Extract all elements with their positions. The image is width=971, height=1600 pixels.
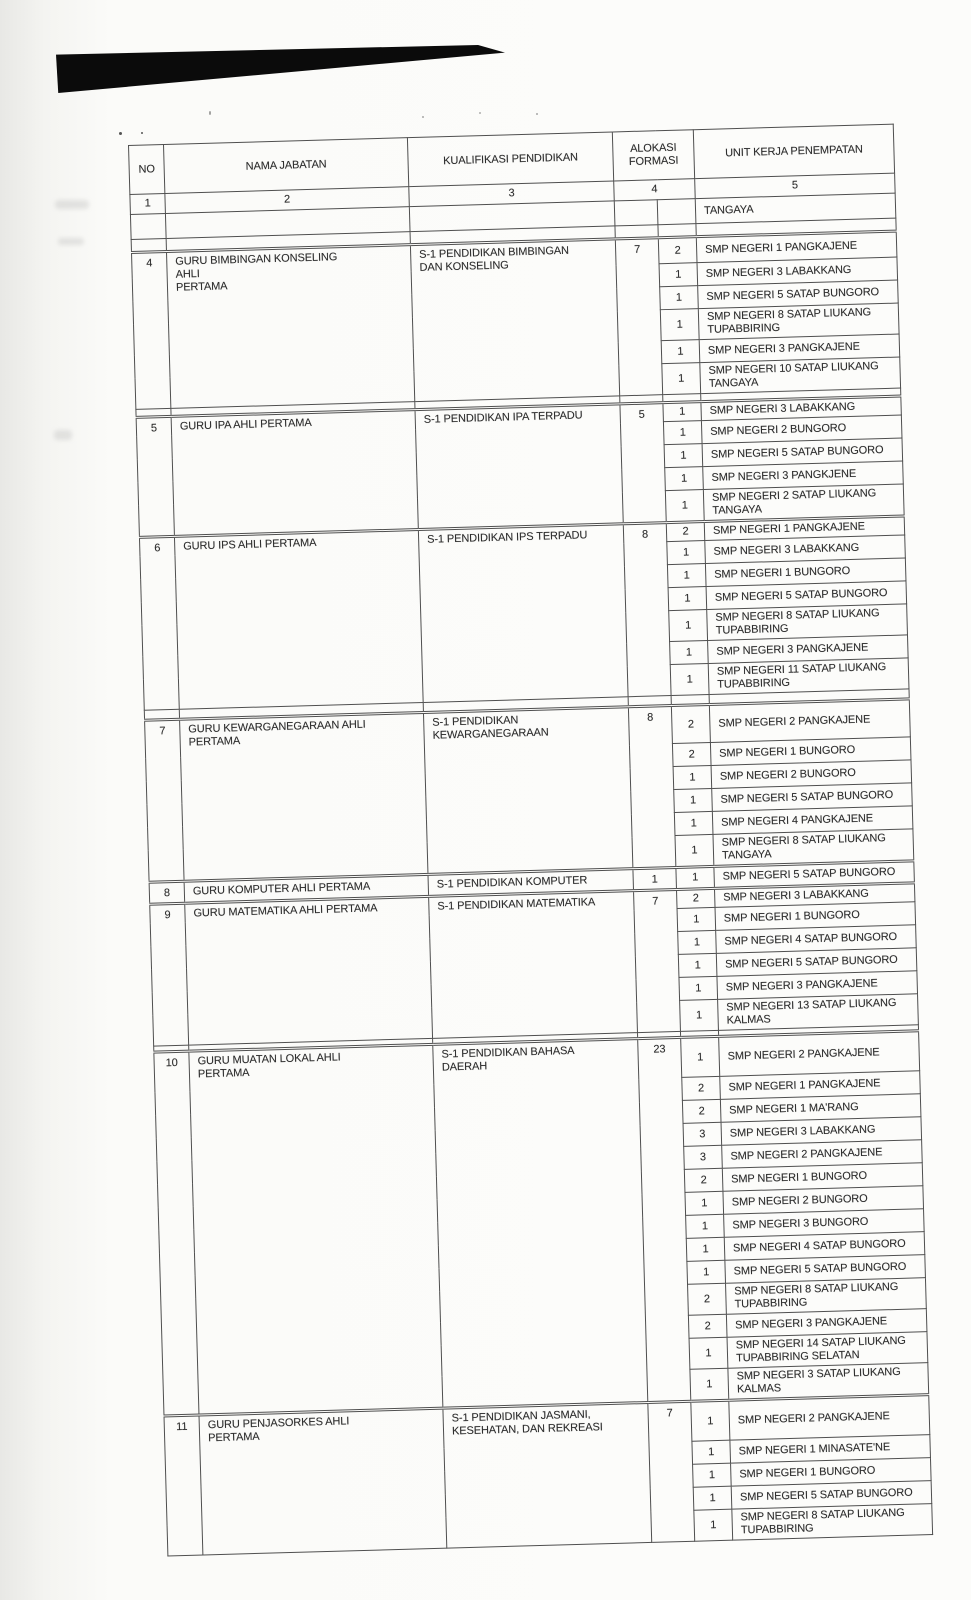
no-cell: 7 xyxy=(145,719,185,882)
kualifikasi-cell: S-1 PENDIDIKAN JASMANI, KESEHATAN, DAN REKREASI xyxy=(443,1402,652,1548)
placement-count-cell: 2 xyxy=(682,1099,721,1123)
col-header-nama-jabatan: NAMA JABATAN xyxy=(164,138,409,194)
placement-unit-cell: SMP NEGERI 10 SATAP LIUKANG TANGAYA xyxy=(700,357,901,394)
scan-speck xyxy=(209,111,211,115)
placement-unit-cell: SMP NEGERI 4 SATAP BUNGORO xyxy=(724,1232,925,1261)
placement-count-cell: 1 xyxy=(681,1036,720,1077)
alokasi-total-cell: 5 xyxy=(620,403,666,524)
nama-jabatan-cell: GURU BIMBINGAN KONSELING AHLI PERTAMA xyxy=(166,245,414,409)
placement-unit-cell: SMP NEGERI 3 SATAP LIUKANG KALMAS xyxy=(728,1363,929,1401)
placement-count-cell: 1 xyxy=(690,1368,729,1401)
col-header-no: NO xyxy=(129,145,165,195)
placement-count-cell: 1 xyxy=(670,641,709,665)
placement-count-cell: 1 xyxy=(667,564,706,588)
spacer-cell xyxy=(615,225,658,239)
placement-count-cell: 2 xyxy=(688,1283,727,1315)
placement-count-cell: 1 xyxy=(675,834,714,867)
alokasi-total-cell: 23 xyxy=(638,1037,691,1402)
no-cell: 6 xyxy=(139,536,179,710)
placement-count-cell: 1 xyxy=(678,930,717,954)
placement-unit-cell: SMP NEGERI 4 SATAP BUNGORO xyxy=(716,925,917,954)
placement-unit-cell: SMP NEGERI 3 PANGKAJENE xyxy=(717,971,918,1000)
placement-count-cell: 1 xyxy=(679,976,718,1000)
placement-count-cell: 1 xyxy=(665,467,704,491)
scan-smudge xyxy=(54,430,72,440)
col-header-kualifikasi-pendidikan: KUALIFIKASI PENDIDIKAN xyxy=(407,132,613,187)
placement-unit-cell: SMP NEGERI 3 LABAKKANG xyxy=(697,257,898,286)
nama-jabatan-cell: GURU PENJASORKES AHLI PERTAMA xyxy=(199,1408,447,1555)
placement-count-cell: 1 xyxy=(676,866,715,889)
placement-count-cell: 1 xyxy=(673,765,712,789)
placement-count-cell: 1 xyxy=(663,421,702,445)
alokasi-total-cell xyxy=(614,200,658,226)
placement-unit-cell: SMP NEGERI 1 BUNGORO xyxy=(731,1458,932,1487)
no-cell: 4 xyxy=(132,251,171,409)
nama-jabatan-cell: GURU KOMPUTER AHLI PERTAMA xyxy=(184,874,429,903)
placement-unit-cell: SMP NEGERI 1 BUNGORO xyxy=(722,1163,923,1192)
no-cell: 8 xyxy=(149,881,185,904)
scan-speck xyxy=(141,132,143,134)
placement-count-cell: 1 xyxy=(689,1337,728,1369)
placement-count-cell: 1 xyxy=(693,1486,732,1510)
placement-unit-cell: SMP NEGERI 3 PANGKAJENE xyxy=(708,635,909,664)
placement-unit-cell: TANGAYA xyxy=(695,193,896,224)
placement-count-cell: 1 xyxy=(661,340,700,364)
scan-smudge xyxy=(55,200,89,209)
table-tilt-wrapper xyxy=(128,124,932,1557)
placement-unit-cell: SMP NEGERI 14 SATAP LIUKANG TUPABBIRING SELATAN xyxy=(727,1332,928,1369)
no-cell: 5 xyxy=(136,416,174,537)
placement-unit-cell: SMP NEGERI 5 SATAP BUNGORO xyxy=(714,861,915,889)
scan-speck xyxy=(536,113,538,115)
placement-unit-cell: SMP NEGERI 1 MINASATE'NE xyxy=(730,1435,931,1464)
column-number: 1 xyxy=(130,193,166,214)
placement-unit-cell: SMP NEGERI 2 PANGKAJENE xyxy=(719,1031,920,1077)
placement-count-cell: 2 xyxy=(688,1314,727,1338)
column-number: 4 xyxy=(614,179,696,201)
alokasi-total-cell: 1 xyxy=(633,867,677,890)
placement-count-cell: 2 xyxy=(671,704,710,743)
placement-unit-cell: SMP NEGERI 2 PANGKAJENE xyxy=(709,699,910,743)
placement-unit-cell: SMP NEGERI 5 SATAP BUNGORO xyxy=(725,1255,926,1284)
placement-unit-cell: SMP NEGERI 1 PANGKAJENE xyxy=(704,516,904,541)
placement-count-cell: 1 xyxy=(680,999,719,1031)
nama-jabatan-cell: GURU MUATAN LOKAL AHLI PERTAMA xyxy=(189,1044,443,1415)
alokasi-total-cell: 7 xyxy=(648,1401,695,1542)
placement-count-cell: 1 xyxy=(686,1237,725,1261)
spacer-cell xyxy=(658,224,696,238)
alokasi-total-cell: 8 xyxy=(628,706,676,869)
placement-count-cell: 1 xyxy=(669,610,708,642)
placement-count-cell: 1 xyxy=(674,788,713,812)
placement-count-cell: 1 xyxy=(670,664,709,696)
col-header-alokasi-formasi: ALOKASI FORMASI xyxy=(612,130,694,181)
placement-count-cell: 1 xyxy=(659,263,698,287)
no-cell: 11 xyxy=(164,1415,203,1556)
placement-count-cell: 1 xyxy=(687,1260,726,1284)
kualifikasi-cell: S-1 PENDIDIKAN MATEMATIKA xyxy=(429,891,638,1039)
placement-count-cell: 1 xyxy=(685,1191,724,1215)
kualifikasi-cell: S-1 PENDIDIKAN KEWARGANEGARAAN xyxy=(423,707,632,875)
nama-jabatan-cell: GURU MATEMATIKA AHLI PERTAMA xyxy=(185,896,433,1045)
placement-count-cell: 1 xyxy=(668,587,707,611)
placement-unit-cell: SMP NEGERI 5 SATAP BUNGORO xyxy=(702,438,903,467)
placement-unit-cell: SMP NEGERI 3 PANGKAJENE xyxy=(699,334,900,363)
kualifikasi-cell: S-1 PENDIDIKAN IPA TERPADU xyxy=(415,404,623,530)
placement-unit-cell: SMP NEGERI 3 BUNGORO xyxy=(724,1209,925,1238)
placement-count-cell: 1 xyxy=(663,402,702,422)
placement-count-cell: 2 xyxy=(682,1076,721,1100)
column-number: 3 xyxy=(409,181,614,207)
placement-count-cell xyxy=(657,199,696,225)
kualifikasi-cell: S-1 PENDIDIKAN IPS TERPADU xyxy=(418,524,628,703)
placement-count-cell: 1 xyxy=(667,541,706,565)
placement-unit-cell: SMP NEGERI 2 BUNGORO xyxy=(711,760,912,789)
placement-unit-cell: SMP NEGERI 1 BUNGORO xyxy=(705,558,906,587)
placement-unit-cell: SMP NEGERI 2 BUNGORO xyxy=(723,1186,924,1215)
placement-count-cell: 1 xyxy=(660,286,699,310)
alokasi-total-cell: 7 xyxy=(615,238,662,396)
placement-unit-cell: SMP NEGERI 8 SATAP LIUKANG TUPABBIRING xyxy=(732,1504,933,1541)
formation-allocation-table xyxy=(128,124,933,1557)
no-cell xyxy=(130,213,166,239)
placement-count-cell: 1 xyxy=(678,953,717,977)
kualifikasi-cell: S-1 PENDIDIKAN BIMBINGAN DAN KONSELING xyxy=(410,239,619,402)
scan-speck xyxy=(422,116,424,118)
placement-unit-cell: SMP NEGERI 3 PANGKJENE xyxy=(703,461,904,490)
placement-unit-cell: SMP NEGERI 8 SATAP LIUKANG TUPABBIRING xyxy=(726,1278,927,1315)
scan-speck xyxy=(119,132,122,135)
placement-count-cell: 2 xyxy=(658,237,697,264)
placement-unit-cell: SMP NEGERI 1 PANGKAJENE xyxy=(720,1071,921,1100)
placement-unit-cell: SMP NEGERI 3 LABAKKANG xyxy=(714,883,914,908)
no-cell: 10 xyxy=(154,1051,199,1416)
placement-count-cell: 1 xyxy=(660,309,699,341)
placement-count-cell: 1 xyxy=(691,1400,730,1441)
placement-count-cell: 1 xyxy=(692,1440,731,1464)
spacer-cell xyxy=(131,238,166,252)
placement-unit-cell: SMP NEGERI 13 SATAP LIUKANG KALMAS xyxy=(718,994,919,1031)
placement-unit-cell: SMP NEGERI 5 SATAP BUNGORO xyxy=(731,1481,932,1510)
alokasi-total-cell: 7 xyxy=(634,889,681,1032)
placement-unit-cell: SMP NEGERI 5 SATAP BUNGORO xyxy=(698,280,899,309)
placement-count-cell: 1 xyxy=(686,1214,725,1238)
placement-count-cell: 1 xyxy=(665,490,704,523)
placement-count-cell: 2 xyxy=(677,888,716,908)
placement-count-cell: 3 xyxy=(684,1145,723,1169)
placement-unit-cell: SMP NEGERI 3 LABAKKANG xyxy=(705,535,906,564)
scan-smudge xyxy=(58,238,84,245)
placement-unit-cell: SMP NEGERI 5 SATAP BUNGORO xyxy=(712,783,913,812)
placement-unit-cell: SMP NEGERI 2 PANGKAJENE xyxy=(722,1140,923,1169)
placement-unit-cell: SMP NEGERI 8 SATAP LIUKANG TUPABBIRING xyxy=(707,604,908,641)
scan-speck xyxy=(479,112,481,114)
placement-count-cell: 1 xyxy=(664,444,703,468)
placement-unit-cell: SMP NEGERI 1 BUNGORO xyxy=(710,737,911,766)
placement-unit-cell: SMP NEGERI 1 BUNGORO xyxy=(715,902,916,931)
placement-unit-cell: SMP NEGERI 8 SATAP LIUKANG TANGAYA xyxy=(713,829,914,867)
placement-count-cell: 1 xyxy=(694,1509,733,1541)
placement-unit-cell: SMP NEGERI 1 PANGKAJENE xyxy=(696,231,897,263)
placement-unit-cell: SMP NEGERI 4 PANGKAJENE xyxy=(712,806,913,835)
column-number: 2 xyxy=(165,187,409,214)
column-number: 5 xyxy=(695,173,895,199)
placement-count-cell: 3 xyxy=(683,1122,722,1146)
placement-unit-cell: SMP NEGERI 2 PANGKAJENE xyxy=(729,1395,930,1441)
placement-unit-cell: SMP NEGERI 3 LABAKKANG xyxy=(701,396,901,421)
placement-unit-cell: SMP NEGERI 1 MA'RANG xyxy=(720,1094,921,1123)
no-cell: 9 xyxy=(150,903,189,1046)
kualifikasi-cell: S-1 PENDIDIKAN BAHASA DAERAH xyxy=(433,1039,648,1409)
placement-unit-cell: SMP NEGERI 5 SATAP BUNGORO xyxy=(716,948,917,977)
placement-unit-cell: SMP NEGERI 5 SATAP BUNGORO xyxy=(706,581,907,610)
alokasi-total-cell: 8 xyxy=(623,523,671,697)
nama-jabatan-cell: GURU IPA AHLI PERTAMA xyxy=(171,410,418,537)
placement-unit-cell: SMP NEGERI 2 SATAP LIUKANG TANGAYA xyxy=(703,484,904,522)
placement-count-cell: 1 xyxy=(693,1463,732,1487)
placement-count-cell: 2 xyxy=(684,1168,723,1192)
placement-count-cell: 1 xyxy=(674,811,713,835)
placement-count-cell: 1 xyxy=(677,907,716,931)
kualifikasi-cell: S-1 PENDIDIKAN KOMPUTER xyxy=(428,869,634,897)
placement-unit-cell: SMP NEGERI 2 BUNGORO xyxy=(701,415,902,444)
placement-count-cell: 1 xyxy=(662,363,701,395)
placement-count-cell: 2 xyxy=(666,522,705,542)
placement-unit-cell: SMP NEGERI 8 SATAP LIUKANG TUPABBIRING xyxy=(698,303,899,340)
placement-unit-cell: SMP NEGERI 11 SATAP LIUKANG TUPABBIRING xyxy=(708,658,909,695)
scan-artifact-black-bar xyxy=(56,45,505,93)
nama-jabatan-cell: GURU IPS AHLI PERTAMA xyxy=(174,530,423,710)
placement-unit-cell: SMP NEGERI 3 PANGKAJENE xyxy=(726,1309,927,1338)
col-header-unit-kerja-penempatan: UNIT KERJA PENEMPATAN xyxy=(693,124,894,179)
placement-count-cell: 2 xyxy=(672,742,711,766)
placement-unit-cell: SMP NEGERI 3 LABAKKANG xyxy=(721,1117,922,1146)
nama-jabatan-cell: GURU KEWARGANEGARAAN AHLI PERTAMA xyxy=(180,712,428,881)
